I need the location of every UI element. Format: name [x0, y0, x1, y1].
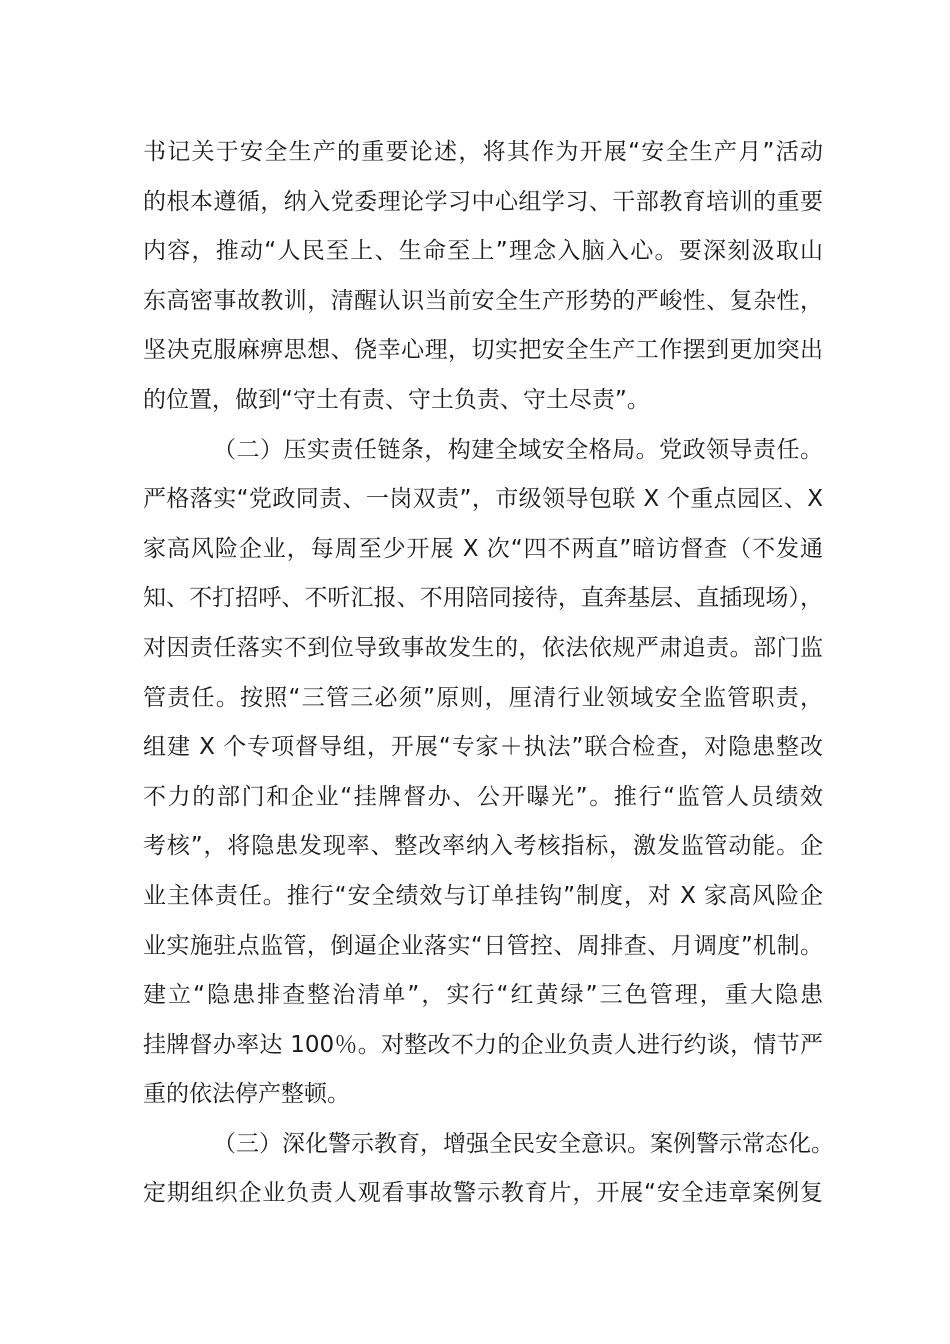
text-line: 建立“隐患排查整治清单”，实行“红黄绿”三色管理，重大隐患 — [143, 982, 823, 1009]
text-line: 知、不打招呼、不听汇报、不用陪同接待，直奔基层、直插现场）， — [143, 585, 823, 612]
document-body — [143, 128, 834, 1219]
text-line: （二）压实责任链条，构建全域安全格局。党政领导责任。 — [213, 436, 823, 463]
text-line: 内容，推动“人民至上、生命至上”理念入脑入心。要深刻汲取山 — [143, 238, 823, 265]
text-line: 不力的部门和企业“挂牌督办、公开曝光”。推行“监管人员绩效 — [143, 783, 823, 810]
text-line: 管责任。按照“三管三必须”原则，厘清行业领域安全监管职责， — [143, 684, 823, 711]
paragraph-1 — [143, 128, 823, 426]
text-line: 挂牌督办率达 100％。对整改不力的企业负责人进行约谈，情节严 — [143, 1031, 823, 1058]
text-line: 考核”，将隐患发现率、整改率纳入考核指标，激发监管动能。企 — [143, 833, 823, 860]
text-line: 坚决克服麻痹思想、侥幸心理，切实把安全生产工作摆到更加突出 — [143, 337, 823, 364]
text-line: 家高风险企业，每周至少开展 X 次“四不两直”暗访督查（不发通 — [143, 535, 823, 562]
text-line: 对因责任落实不到位导致事故发生的，依法依规严肃追责。部门监 — [143, 634, 823, 661]
paragraph-3 — [143, 1120, 834, 1219]
text-line: 的位置，做到“守土有责、守土负责、守土尽责”。 — [143, 386, 650, 413]
text-line: 业实施驻点监管，倒逼企业落实“日管控、周排查、月调度”机制。 — [143, 932, 823, 959]
text-line: 业主体责任。推行“安全绩效与订单挂钩”制度，对 X 家高风险企 — [143, 882, 823, 909]
text-line: （三）深化警示教育，增强全民安全意识。案例警示常态化。 — [213, 1130, 834, 1157]
text-line: 书记关于安全生产的重要论述，将其作为开展“安全生产月”活动 — [143, 139, 823, 165]
paragraph-2 — [143, 426, 823, 1120]
text-line: 的根本遵循，纳入党委理论学习中心组学习、干部教育培训的重要 — [143, 188, 823, 215]
text-line: 组建 X 个专项督导组，开展“专家＋执法”联合检查，对隐患整改 — [143, 734, 823, 761]
text-line: 重的依法停产整顿。 — [143, 1081, 350, 1108]
text-line: 东高密事故教训，清醒认识当前安全生产形势的严峻性、复杂性， — [143, 287, 823, 314]
text-line: 定期组织企业负责人观看事故警示教育片，开展“安全违章案例复 — [143, 1180, 823, 1207]
text-line: 严格落实“党政同责、一岗双责”，市级领导包联 X 个重点园区、X — [143, 486, 823, 513]
